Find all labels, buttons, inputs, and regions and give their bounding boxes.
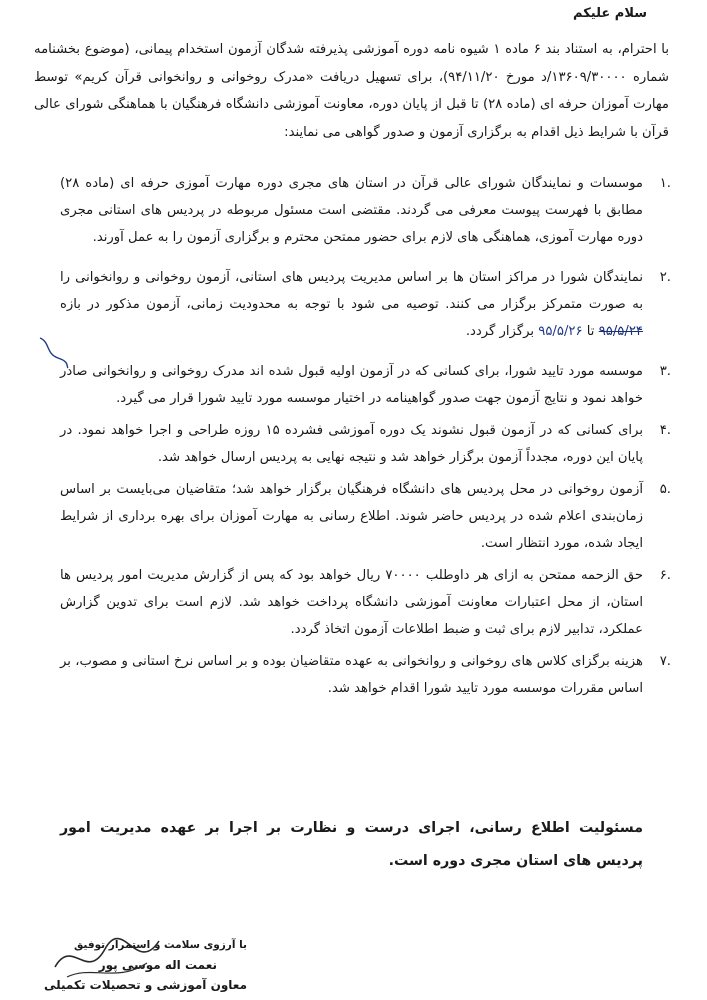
item-text: حق الزحمه ممتحن به ازای هر داوطلب ۷۰۰۰۰ ریال خواهد بود که پس از گزارش مدیریت امور پردیس ها استان، از محل اعتبارات معاونت آموزشی دانشگاه پرداخت خواهد شد. لازم است برای تدوین گزارش عملکرد، تدابیر لازم برای ثبت و ضبط اطلاعات آزمون اتخاذ گردد. (60, 568, 643, 637)
conditions-list (60, 170, 671, 707)
signature-block (7, 935, 247, 995)
list-item (60, 417, 671, 471)
list-item (60, 170, 671, 251)
list-item (60, 358, 671, 412)
item-text: موسسات و نمایندگان شورای عالی قرآن در استان های مجری دوره مهارت آموزی حرفه ای (ماده ۲۸) مطابق با فهرست پیوست معرفی می گردند. مقتضی است مسئول مربوطه در پردیس های استانی مجری دوره مهارت آموزی، هماهنگی های لازم برای حضور ممتحن محترم و برگزاری آزمون را به عمل آورند. (60, 176, 643, 245)
signature-wish: با آرزوی سلامت و استمرار توفیق (73, 939, 247, 951)
item-text-connector: تا (586, 324, 595, 339)
list-item (60, 562, 671, 643)
item-text: آزمون روخوانی در محل پردیس های دانشگاه فرهنگیان برگزار خواهد شد؛ متقاضیان می‌بایست بر اساس زمان‌بندی اعلام شده در پردیس حاضر شوند. اطلاع رسانی به مهارت آموزان برای بهره برداری از شرایط ایجاد شده، مورد انتظار است. (60, 482, 643, 551)
signer-name: نعمت اله موسی پور (98, 958, 217, 972)
intro-paragraph: با احترام، به استناد بند ۶ ماده ۱ شیوه نامه دوره آموزشی پذیرفته شدگان آزمون استخدام پیمانی، (موضوع بخشنامه شماره ۱۳۶۰۹/۳۰۰۰۰/د مورخ ۹۴/۱۱/۲۰)، برای تسهیل دریافت «مدرک روخوانی و روانخوانی قرآن کریم» توسط مهارت آموزان حرفه ای (ماده ۲۸) تا قبل از پایان دوره، معاونت آموزشی دانشگاه فرهنگیان با هماهنگی شورای عالی قرآن با شرایط ذیل اقدام به برگزاری آزمون و صدور گواهی می نمایند: (34, 42, 669, 140)
list-item (60, 264, 671, 345)
item-text: نمایندگان شورا در مراکز استان ها بر اساس مدیریت پردیس های استانی، آزمون روخوانی و روانخوانی را به صورت متمرکز برگزار می کنند. توصیه می شود با توجه به محدودیت زمانی، آزمون مذکور در بازه (60, 270, 643, 312)
item-text-end: برگزار گردد. (465, 324, 535, 339)
closing-paragraph: مسئولیت اطلاع رسانی، اجرای درست و نظارت بر اجرا بر عهده مدیریت امور پردیس های استان مجری دوره است. (60, 820, 643, 869)
item-number: .۱ (659, 176, 671, 191)
list-item (60, 476, 671, 557)
item-text: هزینه برگزای کلاس های روخوانی و روانخوانی به عهده متقاضیان بوده و بر اساس نرخ استانی و مصوب، بر اساس مقررات موسسه مورد تایید شورا اقدام خواهد شد. (60, 654, 643, 696)
handwritten-margin-mark (36, 332, 72, 372)
greeting: سلام علیکم (573, 6, 647, 21)
handwritten-date: ۹۵/۵/۲۶ (538, 324, 583, 339)
item-number: .۲ (659, 270, 671, 285)
item-number: .۶ (659, 568, 671, 583)
struck-date: ۹۵/۵/۲۴ (598, 324, 643, 339)
item-number: .۴ (659, 423, 671, 438)
item-number: .۵ (659, 482, 671, 497)
signature-scribble (47, 927, 167, 987)
item-text: موسسه مورد تایید شورا، برای کسانی که در آزمون اولیه قبول شده اند مدرک روخوانی و روانخوانی صادر خواهد نمود و نتایج آزمون جهت صدور گواهینامه در اختیار موسسه مورد تایید شورا قرار می گیرد. (60, 364, 643, 406)
item-text: برای کسانی که در آزمون قبول نشوند یک دوره آموزشی فشرده ۱۵ روزه طراحی و اجرا خواهد نمود. در پایان این دوره، مجدداً آزمون برگزار خواهد شد و نتیجه نهایی به پردیس ارسال خواهد شد. (60, 423, 643, 465)
signer-title: معاون آموزشی و تحصیلات تکمیلی (43, 978, 247, 992)
list-item (60, 648, 671, 702)
item-number: .۷ (659, 654, 671, 669)
item-number: .۳ (659, 364, 671, 379)
